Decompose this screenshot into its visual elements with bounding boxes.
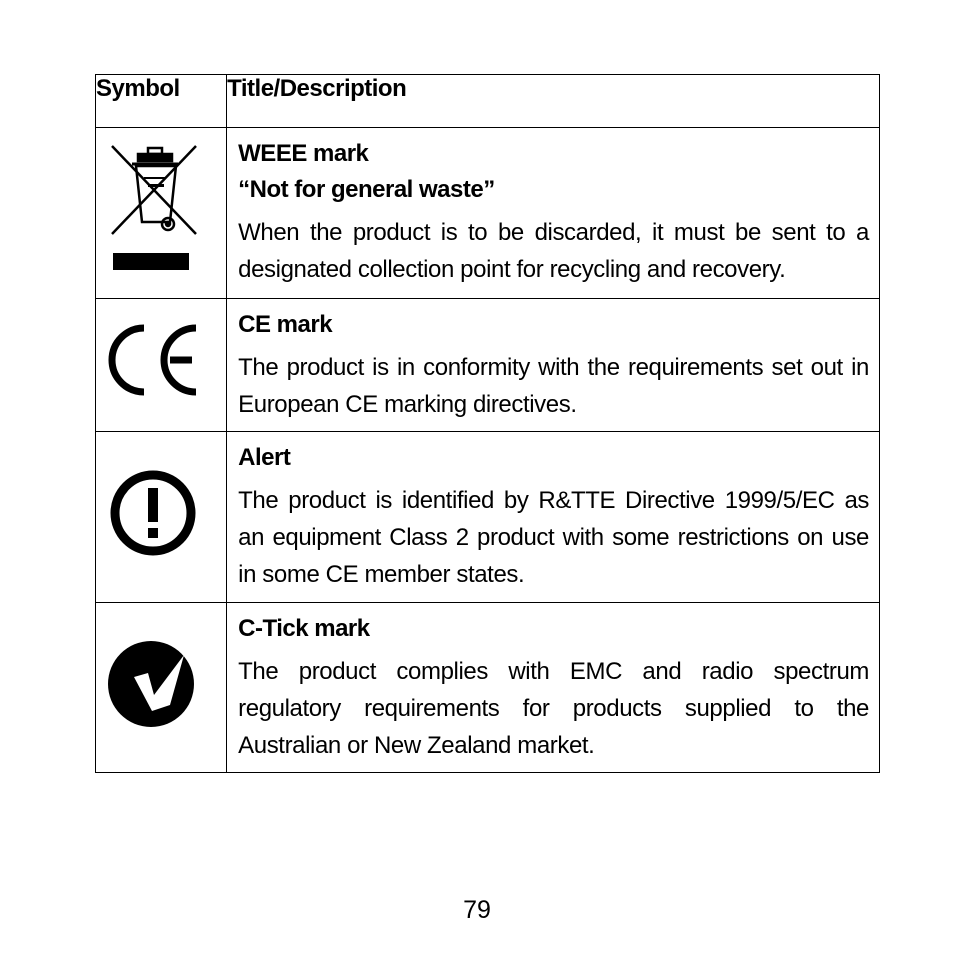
row-subtitle: “Not for general waste” (238, 176, 495, 203)
c-tick-icon (108, 639, 198, 729)
table-row (96, 603, 880, 773)
row-title: Alert (238, 444, 291, 471)
symbol-table (95, 74, 880, 773)
row-description: The product complies with EMC and radio spectrum regulatory requirements for products supplied to the Australian or New Zealand market. (238, 658, 869, 759)
description-cell (227, 299, 880, 432)
weee-crossed-bin-icon (110, 144, 200, 274)
row-title: CE mark (238, 311, 333, 338)
description-cell (227, 603, 880, 773)
ce-mark-icon (108, 323, 208, 397)
row-description: When the product is to be discarded, it must be sent to a designated collection point for recycling and recovery. (238, 219, 869, 283)
row-title: WEEE mark (238, 140, 369, 167)
table-row (96, 299, 880, 432)
table-row (96, 432, 880, 603)
row-title: C-Tick mark (238, 615, 370, 642)
table-row (96, 128, 880, 299)
header-title-description: Title/Description (227, 75, 880, 128)
symbol-cell (96, 299, 227, 432)
symbol-cell (96, 432, 227, 603)
header-symbol: Symbol (96, 75, 227, 128)
description-cell (227, 128, 880, 299)
alert-exclamation-icon (108, 468, 198, 558)
symbol-cell (96, 603, 227, 773)
description-cell (227, 432, 880, 603)
row-description: The product is in conformity with the requirements set out in European CE marking directives. (238, 354, 869, 418)
table-header-row (96, 75, 880, 128)
page-number: 79 (463, 896, 491, 924)
symbol-cell (96, 128, 227, 299)
row-description: The product is identified by R&TTE Directive 1999/5/EC as an equipment Class 2 product with some restrictions on use in some CE member states. (238, 487, 869, 588)
